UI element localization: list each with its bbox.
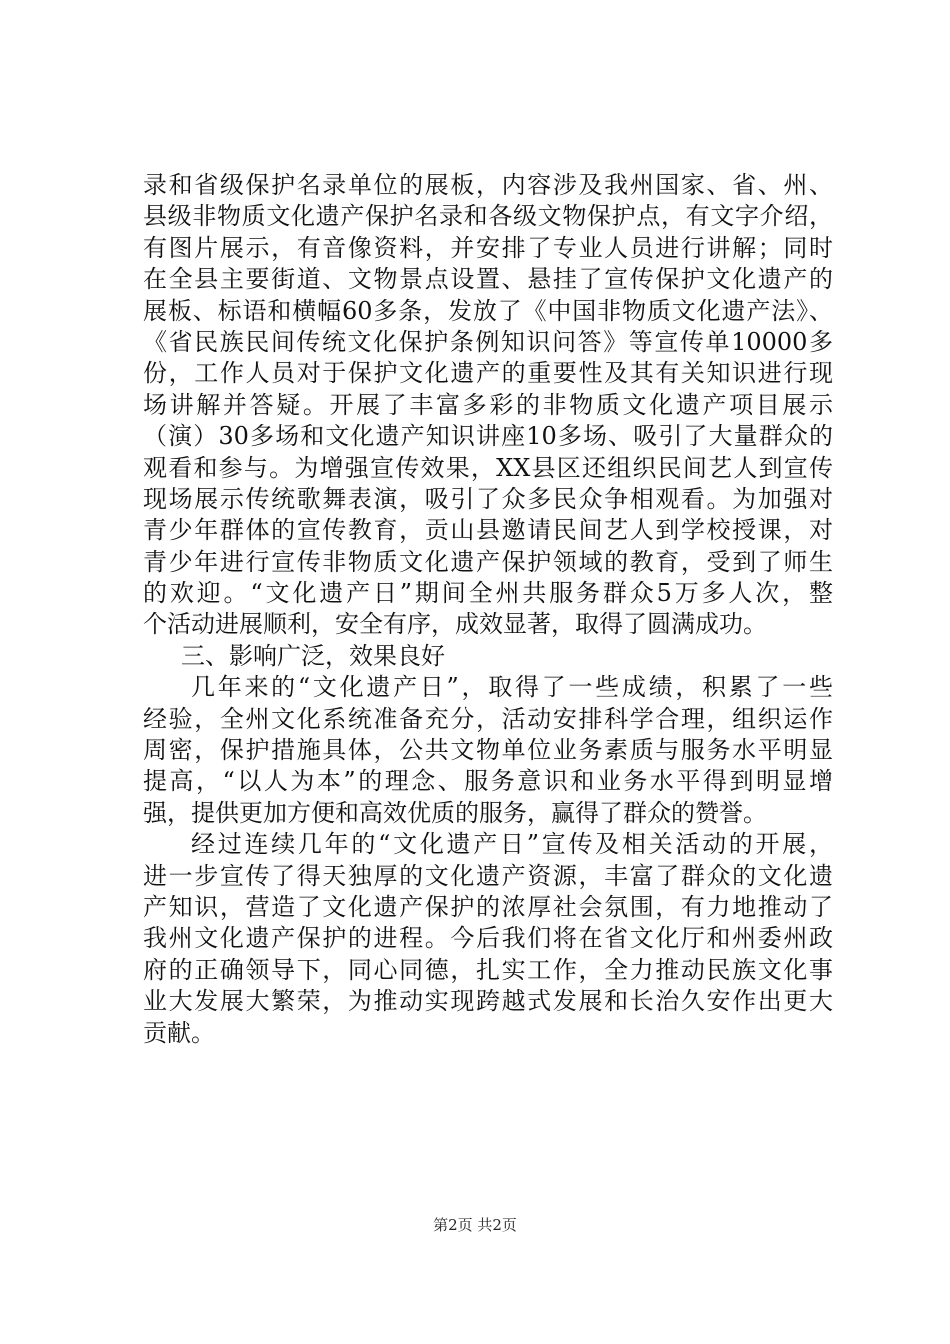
text-line: 业大发展大繁荣，为推动实现跨越式发展和长治久安作出更大 (143, 987, 833, 1016)
text-line: 份，工作人员对于保护文化遗产的重要性及其有关知识进行现 (143, 359, 833, 388)
text-line: 青少年进行宣传非物质文化遗产保护领域的教育，受到了师生 (143, 547, 833, 576)
text-line: 录和省级保护名录单位的展板，内容涉及我州国家、省、州、 (143, 171, 833, 199)
text-line: （演）30多场和文化遗产知识讲座10多场、吸引了大量群众的 (143, 422, 833, 451)
text-line: 现场展示传统歌舞表演，吸引了众多民众争相观看。为加强对 (143, 484, 833, 513)
text-line: 提高，“以人为本”的理念、服务意识和业务水平得到明显增 (143, 767, 833, 796)
text-line: 进一步宣传了得天独厚的文化遗产资源，丰富了群众的文化遗 (143, 861, 833, 890)
text-line: 强，提供更加方便和高效优质的服务，赢得了群众的赞誉。 (143, 798, 767, 827)
text-line: 在全县主要街道、文物景点设置、悬挂了宣传保护文化遗产的 (143, 265, 833, 294)
text-line: 经验，全州文化系统准备充分，活动安排科学合理，组织运作 (143, 704, 833, 733)
text-line: 场讲解并答疑。开展了丰富多彩的非物质文化遗产项目展示 (143, 390, 833, 419)
text-line: 我州文化遗产保护的进程。今后我们将在省文化厅和州委州政 (143, 924, 833, 953)
paragraph-2 (143, 672, 833, 829)
text-line: 几年来的“文化遗产日”，取得了一些成绩，积累了一些 (191, 673, 833, 702)
page-footer (0, 1214, 950, 1235)
text-line: 观看和参与。为增强宣传效果，XX县区还组织民间艺人到宣传 (143, 453, 833, 482)
text-line: 展板、标语和横幅60多条，发放了《中国非物质文化遗产法》、 (143, 296, 833, 325)
text-line: 府的正确领导下，同心同德，扎实工作，全力推动民族文化事 (143, 955, 833, 984)
paragraph-1 (143, 170, 833, 641)
document-body (143, 170, 833, 1049)
text-line: 《省民族民间传统文化保护条例知识问答》等宣传单10000多 (143, 327, 833, 356)
page-number-label: 第2页 共2页 (433, 1216, 517, 1234)
text-line: 贡献。 (143, 1018, 215, 1047)
text-line: 产知识，营造了文化遗产保护的浓厚社会氛围，有力地推动了 (143, 892, 833, 921)
text-line: 有图片展示，有音像资料，并安排了专业人员进行讲解；同时 (143, 233, 833, 262)
text-line: 个活动进展顺利，安全有序，成效显著，取得了圆满成功。 (143, 610, 767, 639)
paragraph-3 (143, 829, 833, 1049)
text-line: 县级非物质文化遗产保护名录和各级文物保护点，有文字介绍， (143, 202, 833, 231)
section-heading: 三、影响广泛，效果良好 (181, 641, 445, 670)
text-line: 经过连续几年的“文化遗产日”宣传及相关活动的开展， (191, 830, 833, 859)
text-line: 周密，保护措施具体，公共文物单位业务素质与服务水平明显 (143, 736, 833, 765)
text-line: 的欢迎。“文化遗产日”期间全州共服务群众5万多人次，整 (143, 579, 833, 608)
text-line: 青少年群体的宣传教育，贡山县邀请民间艺人到学校授课，对 (143, 516, 833, 545)
